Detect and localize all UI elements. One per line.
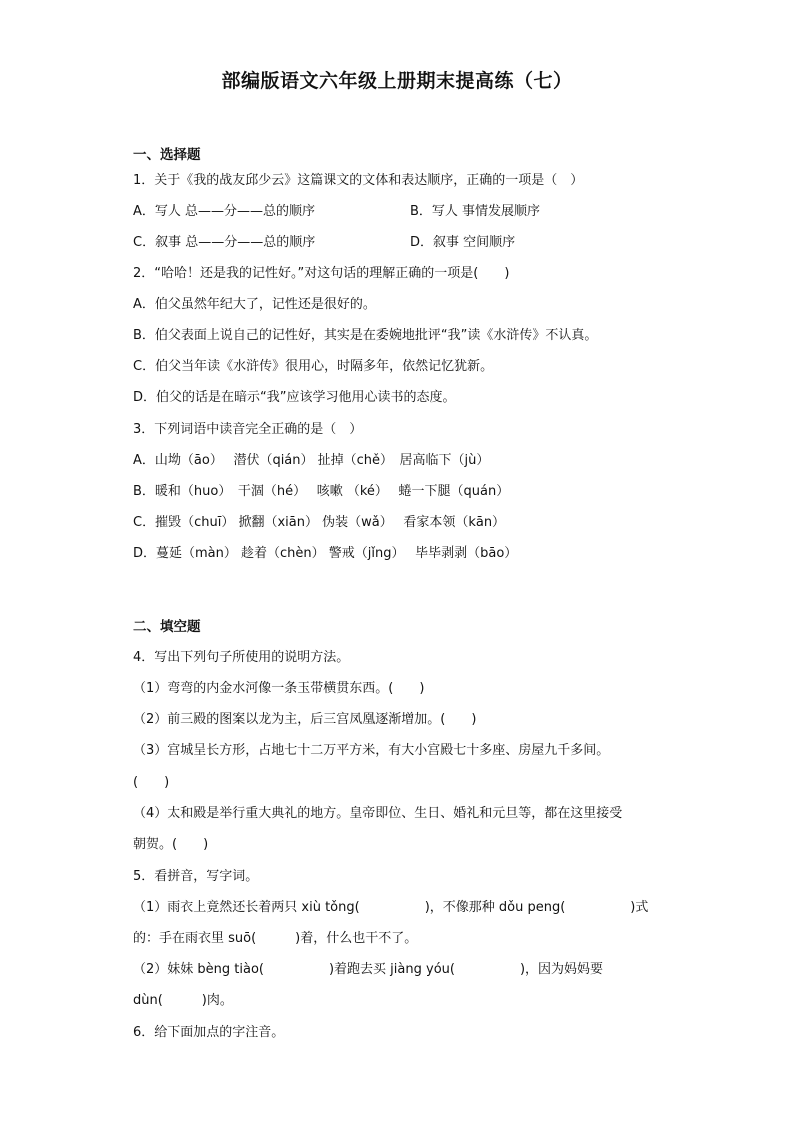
question-1-option-b: B．写人 事情发展顺序 — [410, 204, 541, 219]
question-2-option-c: C．伯父当年读《水浒传》很用心，时隔多年，依然记忆犹新。 — [133, 359, 494, 374]
question-3-option-d: D．蔓延（màn） 趁着（chèn） 警戒（jǐng） 毕毕剥剥（bāo） — [133, 546, 518, 561]
question-4-sentence-3-blank: ( ) — [133, 775, 170, 790]
question-1-option-a: A．写人 总——分——总的顺序 — [133, 204, 316, 219]
question-4-sentence-3: （3）宫城呈长方形，占地七十二万平方米，有大小宫殿七十多座、房屋九千多间。 — [133, 743, 610, 758]
question-2-option-b: B．伯父表面上说自己的记性好，其实是在委婉地批评“我”读《水浒传》不认真。 — [133, 328, 598, 343]
question-4-sentence-4-cont: 朝贺。( ) — [133, 837, 209, 852]
question-4-sentence-1: （1）弯弯的内金水河像一条玉带横贯东西。( ) — [133, 681, 425, 696]
question-3-option-c: C．摧毁（chuī） 掀翻（xiān） 伪装（wǎ） 看家本领（kān） — [133, 515, 506, 530]
question-5-line-3: （2）妹妹 bèng tiào( )着跑去买 jiàng yóu( )，因为妈妈要 — [133, 962, 604, 977]
question-5-line-2: 的：手在雨衣里 suō( )着，什么也干不了。 — [133, 931, 418, 946]
question-5-line-4: dùn( )肉。 — [133, 993, 233, 1008]
question-3-option-a: A．山坳（āo） 潜伏（qián） 扯掉（chě） 居高临下（jù） — [133, 453, 490, 468]
question-2-option-a: A．伯父虽然年纪大了，记性还是很好的。 — [133, 297, 376, 312]
question-1-option-c: C．叙事 总——分——总的顺序 — [133, 235, 316, 250]
question-4-sentence-2: （2）前三殿的图案以龙为主，后三宫凤凰逐渐增加。( ) — [133, 712, 477, 727]
section-heading-choice: 一、选择题 — [133, 147, 201, 163]
page-title: 部编版语文六年级上册期末提高练（七） — [221, 70, 573, 92]
question-1-option-d: D．叙事 空间顺序 — [410, 235, 516, 250]
section-heading-fill: 二、填空题 — [133, 619, 201, 635]
question-5-stem: 5．看拼音，写字词。 — [133, 869, 259, 884]
question-6-stem: 6．给下面加点的字注音。 — [133, 1025, 285, 1040]
question-3-stem: 3．下列词语中读音完全正确的是（ ） — [133, 422, 363, 437]
question-4-sentence-4: （4）太和殿是举行重大典礼的地方。皇帝即位、生日、婚礼和元旦等，都在这里接受 — [133, 806, 623, 821]
question-2-option-d: D．伯父的话是在暗示“我”应该学习他用心读书的态度。 — [133, 390, 456, 405]
question-4-stem: 4．写出下列句子所使用的说明方法。 — [133, 650, 350, 665]
question-2-stem: 2．“哈哈！还是我的记性好。”对这句话的理解正确的一项是( ) — [133, 266, 510, 281]
question-5-line-1: （1）雨衣上竟然还长着两只 xiù tǒng( )，不像那种 dǒu peng( )式 — [133, 900, 649, 915]
question-1-stem: 1．关于《我的战友邱少云》这篇课文的文体和表达顺序，正确的一项是（ ） — [133, 173, 584, 188]
question-3-option-b: B．暖和（huo） 干涸（hé） 咳嗽 （ké） 蜷一下腿（quán） — [133, 484, 510, 499]
